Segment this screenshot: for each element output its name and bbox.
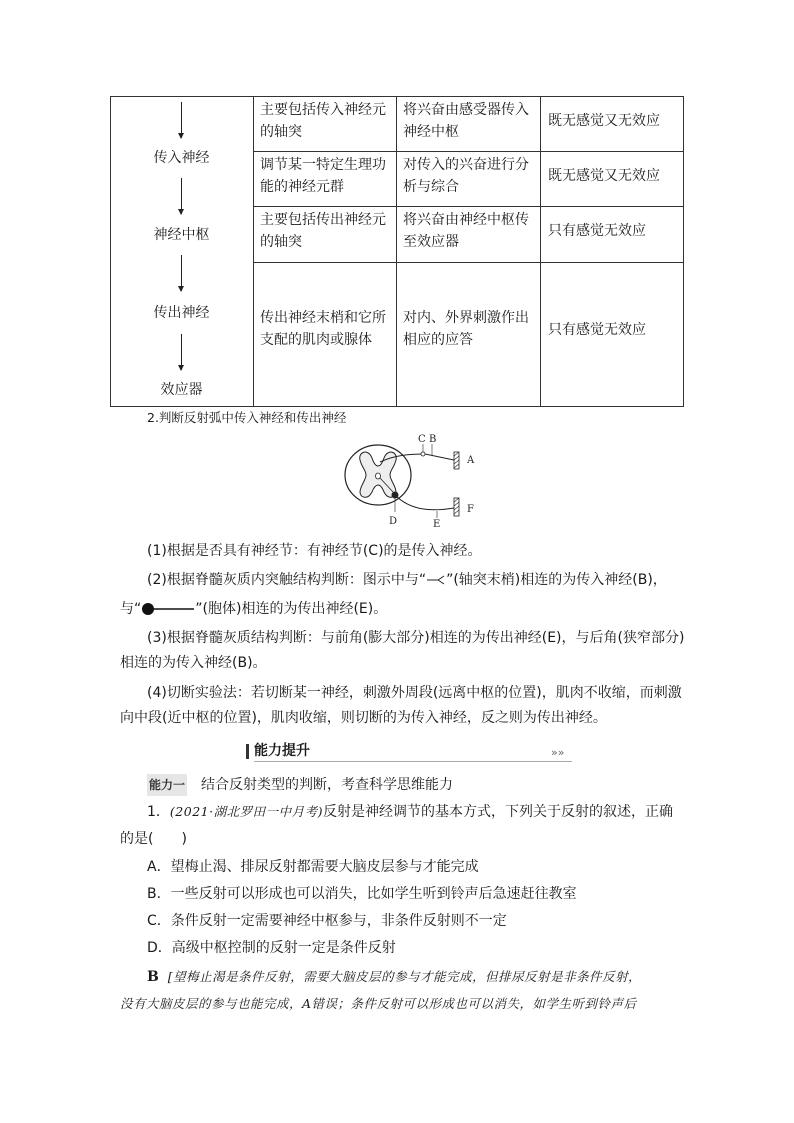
reflex-arc-diagram <box>340 430 490 530</box>
banner-title: 能力提升 <box>254 743 310 759</box>
ability-tag-label: 能力一 <box>147 774 187 796</box>
table-column-divider <box>253 96 254 407</box>
chain-nerve-center: 神经中枢 <box>153 227 210 243</box>
label-a: A <box>467 455 475 466</box>
chain-efferent-nerve: 传出神经 <box>153 305 210 321</box>
down-arrow-icon <box>181 334 182 370</box>
label-c: C <box>418 434 426 445</box>
down-arrow-icon <box>181 102 182 138</box>
efferent-nerve-line <box>395 495 454 510</box>
section-title: 2.判断反射弧中传入神经和传出神经 <box>147 410 347 425</box>
table-row-divider <box>253 206 684 207</box>
table-row-divider <box>253 262 684 263</box>
paragraph-4-line-2: 向中段(近中枢的位置)，肌肉收缩，则切断的为传入神经，反之则为传出神经。 <box>120 710 607 726</box>
label-d: D <box>389 516 398 527</box>
answer-line-1: B [望梅止渴是条件反射，需要大脑皮层的参与才能完成，但排尿反射是非条件反射， <box>147 969 642 985</box>
chain-effector: 效应器 <box>160 382 203 398</box>
label-f: F <box>467 504 474 515</box>
table-column-divider <box>396 96 397 407</box>
table-cell-function: 对传入的兴奋进行分 析与综合 <box>403 157 529 195</box>
table-cell-function: 将兴奋由神经中枢传 至效应器 <box>403 212 529 250</box>
option-d: D．高级中枢控制的反射一定是条件反射 <box>147 940 396 956</box>
option-a: A．望梅止渴、排尿反射都需要大脑皮层参与才能完成 <box>147 859 479 875</box>
chain-afferent-nerve: 传入神经 <box>153 150 210 166</box>
ability-heading: 结合反射类型的判断，考查科学思维能力 <box>201 777 453 793</box>
question-stem-line-1: 1．(2021·湖北罗田一中月考)反射是神经调节的基本方式，下列关于反射的叙述，正确 <box>147 804 673 820</box>
chevrons-icon: »» <box>551 746 565 759</box>
down-arrow-icon <box>181 178 182 214</box>
label-b: B <box>429 434 437 445</box>
table-cell-structure: 主要包括传入神经元 的轴突 <box>260 102 386 140</box>
table-cell-damage: 既无感觉又无效应 <box>548 113 660 129</box>
cell-body-icon <box>141 602 195 616</box>
question-stem-line-2: 的是( ) <box>120 831 187 847</box>
option-b: B．一些反射可以形成也可以消失，比如学生听到铃声后急速赶往教室 <box>147 886 577 902</box>
table-cell-structure: 调节某一特定生理功 能的神经元群 <box>260 157 386 195</box>
down-arrow-icon <box>181 255 182 291</box>
table-cell-damage: 既无感觉又无效应 <box>548 168 660 184</box>
answer-letter: B <box>147 969 159 985</box>
table-column-divider <box>540 96 541 407</box>
table-cell-structure: 传出神经末梢和它所 支配的肌肉或腺体 <box>260 310 386 348</box>
paragraph-4-line-1: (4)切断实验法：若切断某一神经，刺激外周段(远离中枢的位置)，肌肉不收缩，而刺激 <box>147 685 682 701</box>
option-c: C．条件反射一定需要神经中枢参与，非条件反射则不一定 <box>147 913 507 929</box>
banner-underline <box>254 761 572 762</box>
table-cell-damage: 只有感觉无效应 <box>548 322 646 338</box>
paragraph-2-line-1: (2)根据脊髓灰质内突触结构判断：图示中与“ ”(轴突末梢)相连的为传入神经(B)， <box>147 572 667 588</box>
table-cell-function: 将兴奋由感受器传入 神经中枢 <box>403 102 529 140</box>
table-row-divider <box>253 151 684 152</box>
paragraph-3-line-2: 相连的为传入神经(B)。 <box>120 655 267 671</box>
axon-terminal-icon <box>426 574 446 586</box>
table-cell-function: 对内、外界刺激作出 相应的应答 <box>403 310 529 348</box>
banner-bar <box>246 744 249 759</box>
table-cell-damage: 只有感觉无效应 <box>548 223 646 239</box>
paragraph-1: (1)根据是否具有神经节：有神经节(C)的是传入神经。 <box>147 543 482 559</box>
ganglion-c <box>421 452 425 456</box>
table-border <box>110 96 684 407</box>
paragraph-3-line-1: (3)根据脊髓灰质结构判断：与前角(膨大部分)相连的为传出神经(E)，与后角(狭窄部分) <box>147 630 685 646</box>
label-e: E <box>433 519 441 530</box>
ability-banner <box>246 742 574 762</box>
answer-line-2: 没有大脑皮层的参与也能完成，A错误；条件反射可以形成也可以消失，如学生听到铃声后 <box>120 996 637 1011</box>
central-canal <box>376 473 381 479</box>
paragraph-2-line-2: 与“ ”(胞体)相连的为传出神经(E)。 <box>120 601 388 617</box>
table-cell-structure: 主要包括传出神经元 的轴突 <box>260 212 386 250</box>
reflex-arc-table <box>110 96 684 407</box>
